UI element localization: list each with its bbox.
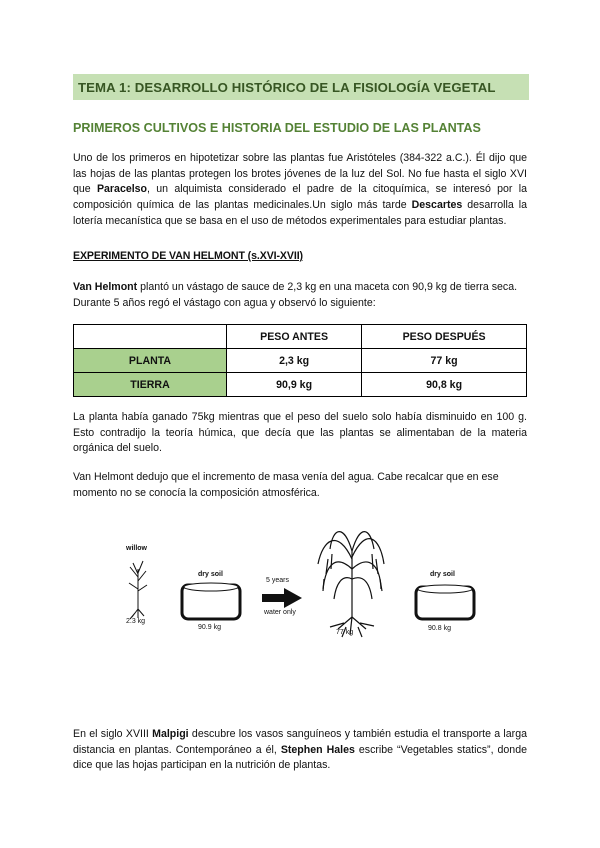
- experiment-bold-van-helmont: Van Helmont: [73, 281, 138, 293]
- table-header-empty: [74, 325, 227, 349]
- table-cell-after: 90,8 kg: [362, 373, 527, 397]
- intro-bold-paracelso: Paracelso: [96, 183, 148, 196]
- pot-after-icon: [416, 585, 474, 619]
- intro-paragraph: [73, 151, 527, 230]
- page-title: TEMA 1: DESARROLLO HISTÓRICO DE LA FISIOLOGÍA VEGETAL: [73, 74, 529, 100]
- soil-weight-label-1: 90.9 kg: [198, 624, 221, 631]
- willow-weight-label: 2.3 kg: [126, 618, 146, 625]
- experiment-text: plantó un vástago de sauce de 2,3 kg en una maceta con 90,9 kg de tierra seca. Durante 5 años regó el vástago con agua y observó lo siguiente:: [73, 281, 518, 309]
- table-cell-before: 90,9 kg: [227, 373, 362, 397]
- grown-tree-icon: [318, 532, 384, 637]
- malpigi-text-2: descubre los vasos sanguíneos y también estudia el transporte a larga distancia en plantas. Contemporáneo a él,: [73, 728, 527, 756]
- malpigi-text-1: En el siglo XVIII: [73, 728, 153, 740]
- malpigi-paragraph: [73, 727, 527, 774]
- table-row: [74, 373, 527, 397]
- table-row-label: TIERRA: [74, 373, 227, 397]
- intro-text-3: desarrolla la lotería mecanística que se basa en el uso de métodos experimentales para estudiar plantas.: [73, 199, 527, 227]
- van-helmont-figure: [118, 519, 498, 639]
- years-label: 5 years: [266, 577, 289, 584]
- section-subtitle: PRIMEROS CULTIVOS E HISTORIA DEL ESTUDIO DE LAS PLANTAS: [73, 121, 481, 135]
- experiment-illustration: [118, 519, 498, 639]
- table-cell-before: 2,3 kg: [227, 349, 362, 373]
- conclusion-paragraph: Van Helmont dedujo que el incremento de masa venía del agua. Cabe recalcar que en ese momento no se conocía la composición atmosférica.: [73, 471, 499, 499]
- table-row: [74, 349, 527, 373]
- experiment-heading: EXPERIMENTO DE VAN HELMONT (s.XVI-XVII): [73, 250, 303, 262]
- table-row-label: PLANTA: [74, 349, 227, 373]
- table-header-after: PESO DESPUÉS: [362, 325, 527, 349]
- table-header-before: PESO ANTES: [227, 325, 362, 349]
- intro-text-1: Uno de los primeros en hipotetizar sobre las plantas fue Aristóteles (384-322 a.C.). Él dijo que las hojas de las plantas protegen los brotes jóvenes de la luz del Sol. No fue hasta el siglo XVI que: [73, 152, 527, 196]
- pot-before-icon: [182, 583, 240, 619]
- intro-text-2: , un alquimista considerado el padre de la citoquímica, se interesó por la composición química de las plantas medicinales.Un siglo más tarde: [73, 183, 527, 212]
- arrow-icon: [262, 588, 302, 608]
- malpigi-text-3: escribe “Vegetables statics”, donde dice que las hojas participan en la nutrición de plantas.: [73, 743, 527, 772]
- soil-weight-label-2: 90.8 kg: [428, 625, 451, 632]
- willow-sapling-icon: [129, 561, 147, 619]
- intro-bold-descartes: Descartes: [411, 199, 463, 212]
- willow-label: willow: [126, 545, 147, 552]
- dry-soil-label-2: dry soil: [430, 571, 455, 578]
- table-header-row: [74, 325, 527, 349]
- water-label: water only: [264, 609, 296, 616]
- dry-soil-label-1: dry soil: [198, 571, 223, 578]
- result-paragraph: La planta había ganado 75kg mientras que el peso del suelo solo había disminuido en 100 g. Esto contradijo la teoría húmica, que decía que las plantas se alimentaban de la materia orgánica del suelo.: [73, 411, 527, 455]
- malpigi-bold-hales: Stephen Hales: [280, 743, 355, 756]
- table-cell-after: 77 kg: [362, 349, 527, 373]
- experiment-paragraph: [73, 280, 527, 311]
- weights-table: [73, 324, 527, 397]
- malpigi-bold-name: Malpigi: [152, 728, 189, 740]
- tree-weight-label: 77 kg: [336, 629, 354, 636]
